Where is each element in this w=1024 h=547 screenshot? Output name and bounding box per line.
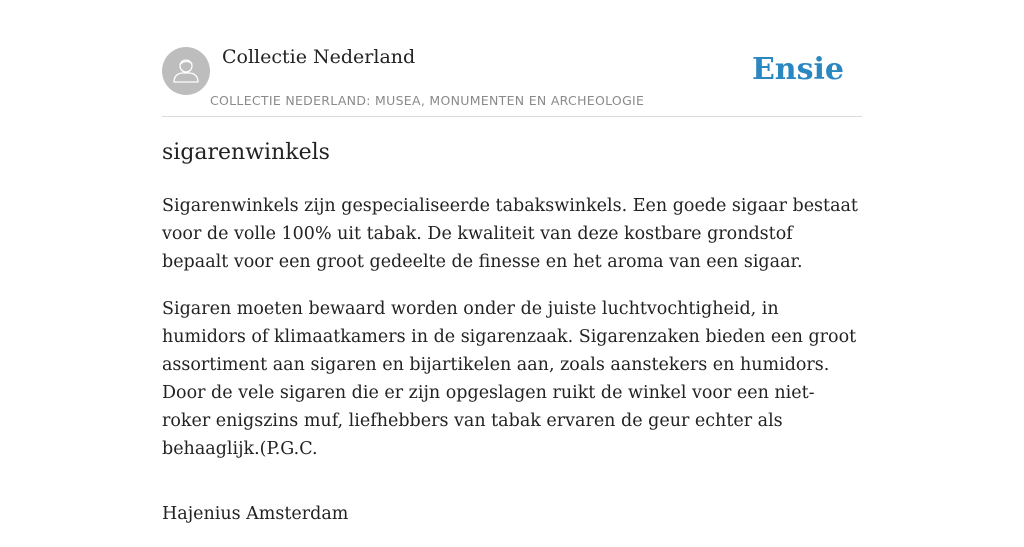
author-avatar[interactable] <box>162 47 210 95</box>
collection-name[interactable]: COLLECTIE NEDERLAND: MUSEA, MONUMENTEN EN ARCHEOLOGIE <box>210 93 645 108</box>
user-icon <box>162 47 210 95</box>
brand-logo[interactable]: Ensie <box>751 52 844 87</box>
body-paragraph: Sigarenwinkels zijn gespecialiseerde tabakswinkels. Een goede sigaar bestaat voor de volle 100% uit tabak. De kwaliteit van deze kostbare grondstof bepaalt voor een groot gedeelte de finesse en het aroma van een sigaar. <box>162 196 858 272</box>
body-paragraph: Hajenius Amsterdam <box>162 504 349 524</box>
entry-header <box>162 0 862 117</box>
entry-title: sigarenwinkels <box>162 140 330 165</box>
body-paragraph: Sigaren moeten bewaard worden onder de juiste luchtvochtigheid, in humidors of klimaatkamers in de sigarenzaak. Sigarenzaken bieden een groot assortiment aan sigaren en bijartikelen aan, zoals aanstekers en humidors. Door de vele sigaren die er zijn opgeslagen ruikt de winkel voor een niet-roker enigszins muf, liefhebbers van tabak ervaren de geur echter als behaaglijk.(P.G.C. <box>162 299 857 459</box>
entry-body <box>162 192 862 547</box>
author-name[interactable]: Collectie Nederland <box>222 46 416 68</box>
entry-card <box>162 0 862 524</box>
